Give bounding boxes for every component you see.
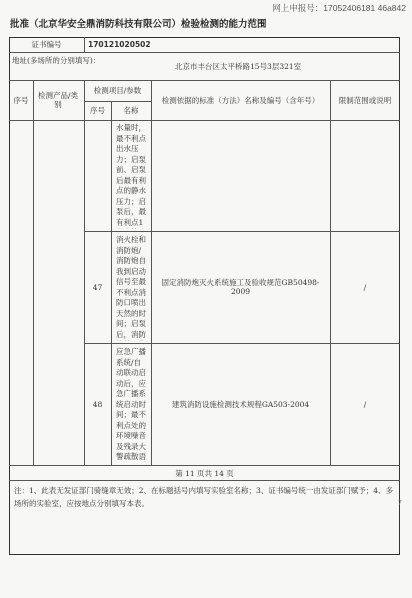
online-application-number: 网上申报号：17052406181 46a842 <box>272 3 406 13</box>
certificate-number: 170121020502 <box>88 40 151 49</box>
row-number <box>84 120 111 231</box>
address-value: 北京市丰台区太平桥路15号3层321室 <box>175 62 302 71</box>
header-product: 检测产品/类别 <box>37 91 79 109</box>
footnote: 注：1、此表无发证部门骑缝章无效；2、在标题括号内填写实验室名称；3、证书编号统一由发证部门赋予；4、多场所的实验室，应按地点分别填写本表。 <box>14 486 394 508</box>
rule-col-seq <box>33 80 34 465</box>
header-item-name: 名称 <box>123 106 139 115</box>
header-item-seq: 序号 <box>90 106 105 115</box>
rule-cert-divider <box>84 37 85 52</box>
document-title: 批准（北京华安全鼎消防科技有限公司）检验检测的能力范围 <box>10 19 267 30</box>
seal-mark: 7 <box>398 500 402 507</box>
row-standard <box>153 120 328 231</box>
row-limit: / <box>363 399 367 409</box>
row-limit: / <box>363 282 367 292</box>
row-standard: 固定消防炮灭火系统施工及验收规范GB50498-2009 <box>161 278 320 296</box>
row-standard: 建筑消防设施检测技术规程GA503-2004 <box>171 399 310 409</box>
row-number: 48 <box>92 399 103 409</box>
header-seq: 序号 <box>13 95 29 105</box>
certificate-label: 证书编号 <box>31 40 62 49</box>
rule-col-itemno <box>111 101 112 465</box>
header-standard: 检测依据的标准（方法）名称及编号（含年号） <box>161 95 320 105</box>
row-limit <box>330 120 400 231</box>
address-label: 地址(多场所的分别填写)： <box>12 56 101 65</box>
row-number: 47 <box>92 282 103 292</box>
row-item-name: 水量时，最不利点出水压力；启泵前、启泵后最有利点的静水压力；启泵后，最有利点1 <box>116 123 146 227</box>
header-item-group: 检测项目/参数 <box>93 86 142 95</box>
rule-col-itemname <box>151 80 152 465</box>
rule-cert <box>9 52 400 53</box>
row-item-name: 消火栓和消防炮/消防炮自我到启动信号至最不利点消防口喷出天然的时间；启泵后，消防 <box>116 235 146 339</box>
page-indicator: 第 11 页共 14 页 <box>175 468 234 478</box>
row-item-name: 应急广播系统/自动联动启动后，应急广播系统启动时间；最不利点处的环境噪音及残录大警疏散语 <box>116 347 146 461</box>
rule-footer <box>9 480 400 481</box>
header-limit: 限制范围或说明 <box>338 95 392 105</box>
